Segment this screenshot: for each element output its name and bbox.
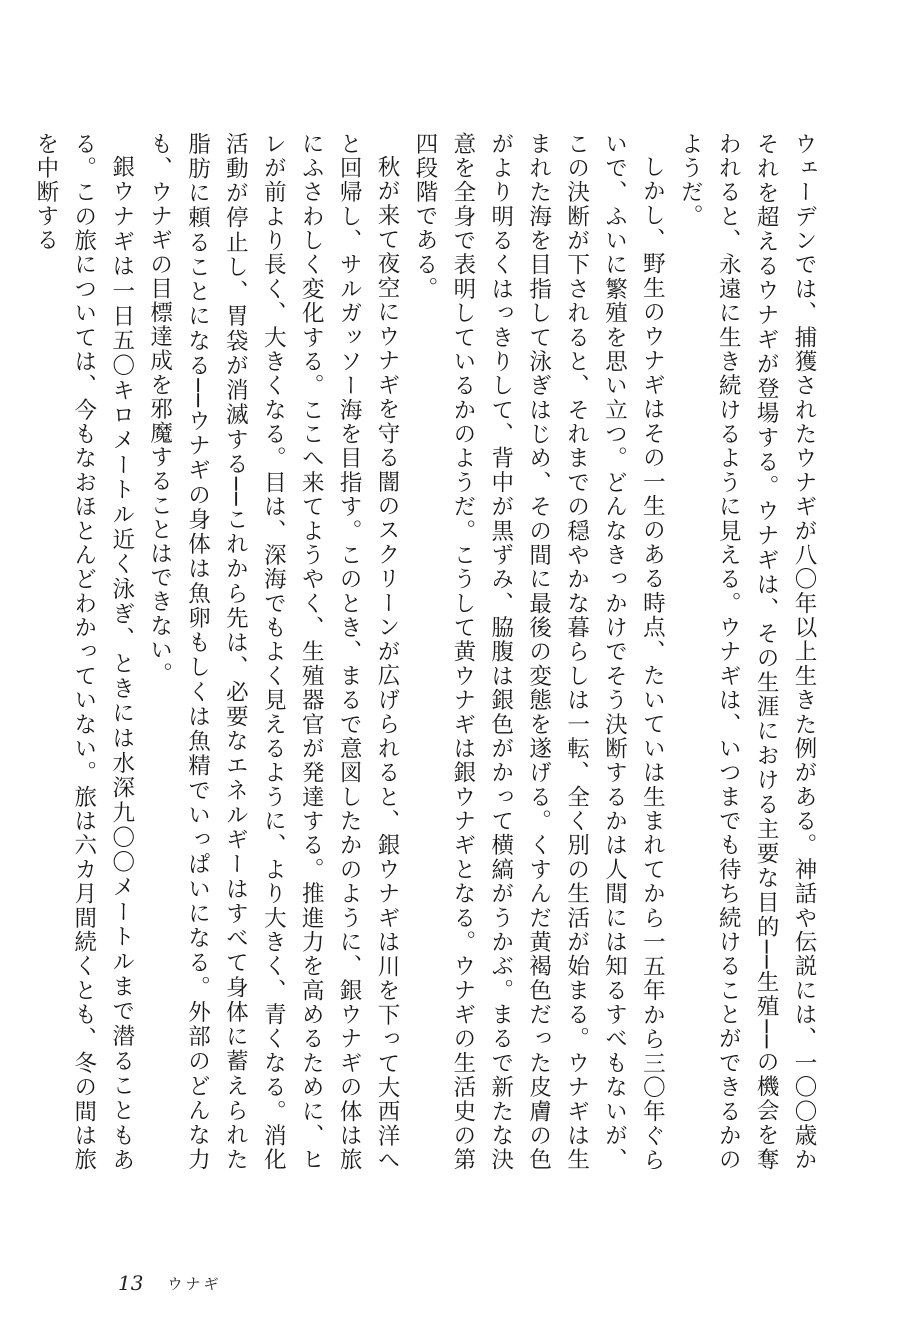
body-text [32, 132, 822, 1172]
page-footer [118, 1268, 221, 1298]
page-number: 13 [118, 1271, 144, 1295]
paragraph: 銀ウナギは一日五〇キロメートル近く泳ぎ、ときには水深九〇〇メートルまで潜ることもある。この旅については、今もなおほとんどわかっていない。旅は六カ月間続くとも、冬の間は旅を中断する [32, 132, 135, 1172]
paragraph: しかし、野生のウナギはその一生のある時点、たいていは生まれてから一五年から三〇年ぐらいで、ふいに繁殖を思い立つ。どんなきっかけでそう決断するかは人間には知るすべもないが、この決断が下されると、それまでの穏やかな暮らしは一転、全く別の生活が始まる。ウナギは生まれた海を目指して泳ぎはじめ、その間に最後の変態を遂げる。くすんだ黄褐色だった皮膚の色がより明るくはっきりして、背中が黒ずみ、脇腹は銀色がかって横縞がうかぶ。まるで新たな決意を全身で表明しているかのようだ。こうして黄ウナギは銀ウナギとなる。ウナギの生活史の第四段階である。 [411, 132, 666, 1172]
running-title: ウナギ [167, 1274, 222, 1293]
paragraph: ウェーデンでは、捕獲されたウナギが八〇年以上生きた例がある。神話や伝説には、一〇〇歳かそれを超えるウナギが登場する。ウナギは、その生涯における主要な目的──生殖──の機会を奪われると、永遠に生き続けるように見える。ウナギは、いつまでも待ち続けることができるかのようだ。 [677, 132, 817, 1172]
paragraph: 秋が来て夜空にウナギを守る闇のスクリーンが広げられると、銀ウナギは川を下って大西洋へと回帰し、サルガッソー海を目指す。このとき、まるで意図したかのように、銀ウナギの体は旅にふさわしく変化する。ここへ来てようやく、生殖器官が発達する。推進力を高めるために、ヒレが前より長く、大きくなる。目は、深海でもよく見えるように、より大きく、青くなる。消化活動が停止し、胃袋が消滅する──これから先は、必要なエネルギーはすべて身体に蓄えられた脂肪に頼ることになる──ウナギの身体は魚卵もしくは魚精でいっぱいになる。外部のどんな力も、ウナギの目標達成を邪魔することはできない。 [146, 132, 401, 1172]
